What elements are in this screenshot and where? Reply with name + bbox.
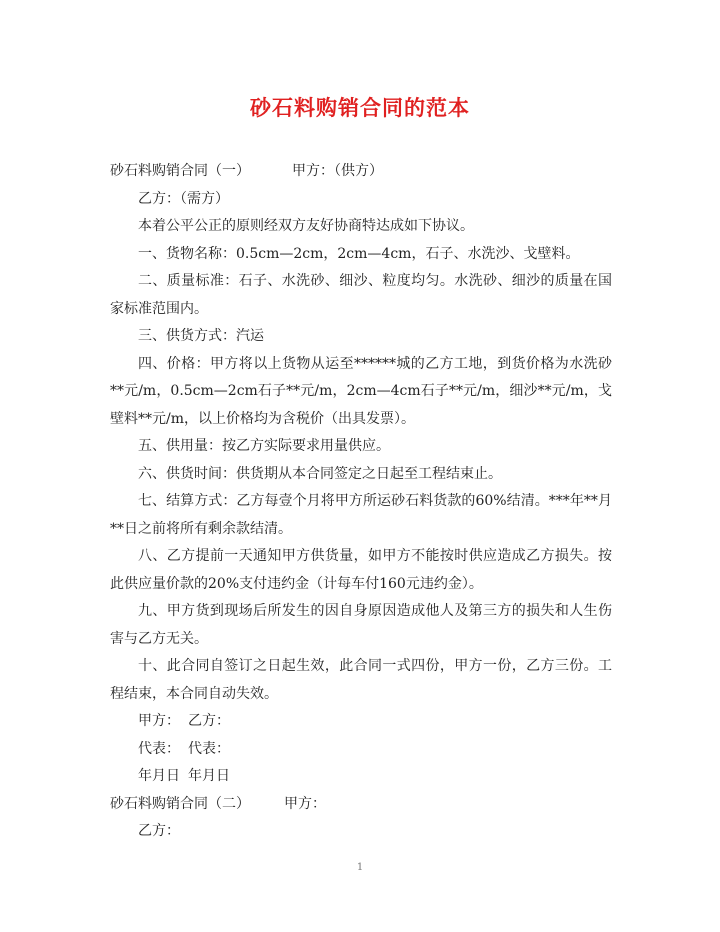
signature-date-b: 年月日 bbox=[188, 768, 230, 784]
contract1-header-line bbox=[110, 158, 612, 186]
contract2-header-line bbox=[110, 791, 612, 819]
clause-6: 六、供货时间：供货期从本合同签定之日起至工程结束止。 bbox=[138, 465, 502, 482]
contract1-party-a: 甲方：（供方） bbox=[292, 163, 383, 179]
contract1-heading: 砂石料购销合同（一） bbox=[110, 163, 250, 179]
clause-4: 四、价格：甲方将以上货物从运至******城的乙方工地，到货价格为水洗砂**元/m，0.5cm—2cm石子**元/m，2cm—4cm石子**元/m，细沙**元/m，戈壁料**元/m，以上价格均为含税价（出具发票）。 bbox=[110, 355, 612, 427]
clause-9: 九、甲方货到现场后所发生的因自身原因造成他人及第三方的损失和人生伤害与乙方无关。 bbox=[110, 603, 612, 647]
signature-representatives bbox=[110, 736, 612, 764]
document-title: 砂石料购销合同的范本 bbox=[250, 95, 470, 120]
signature-parties bbox=[110, 708, 612, 736]
clause-5: 五、供用量：按乙方实际要求用量供应。 bbox=[138, 438, 390, 454]
clause-10: 十、此合同自签订之日起生效，此合同一式四份，甲方一份，乙方三份。工程结束，本合同自动失效。 bbox=[110, 658, 612, 702]
signature-rep-a: 代表： bbox=[138, 740, 180, 757]
contract2-party-b: 乙方： bbox=[138, 823, 180, 839]
clause-2: 二、质量标准：石子、水洗砂、细沙、粒度均匀。水洗砂、细沙的质量在国家标准范围内。 bbox=[110, 273, 612, 317]
signature-dates bbox=[110, 763, 612, 791]
clause-7: 七、结算方式：乙方每壹个月将甲方所运砂石料货款的60%结清。***年**月**日之前将所有剩余款结清。 bbox=[110, 493, 612, 537]
signature-rep-b: 代表： bbox=[188, 740, 230, 757]
clause-1: 一、货物名称：0.5cm—2cm，2cm—4cm，石子、水洗沙、戈壁料。 bbox=[138, 245, 580, 262]
clause-3: 三、供货方式：汽运 bbox=[138, 328, 264, 344]
contract1-preamble: 本着公平公正的原则经双方友好协商特达成如下协议。 bbox=[138, 218, 474, 234]
signature-date-a: 年月日 bbox=[138, 768, 180, 784]
contract2-heading: 砂石料购销合同（二） bbox=[110, 795, 250, 812]
page-number: 1 bbox=[356, 862, 364, 873]
contract2-party-a: 甲方： bbox=[284, 795, 326, 812]
clause-8: 八、乙方提前一天通知甲方供货量，如甲方不能按时供应造成乙方损失。按此供应量价款的20%支付违约金（计每车付160元违约金）。 bbox=[110, 548, 612, 592]
contract1-party-b: 乙方：（需方） bbox=[138, 190, 229, 207]
signature-party-a: 甲方： bbox=[138, 713, 180, 729]
signature-party-b: 乙方： bbox=[188, 713, 230, 729]
document-body bbox=[110, 158, 612, 846]
